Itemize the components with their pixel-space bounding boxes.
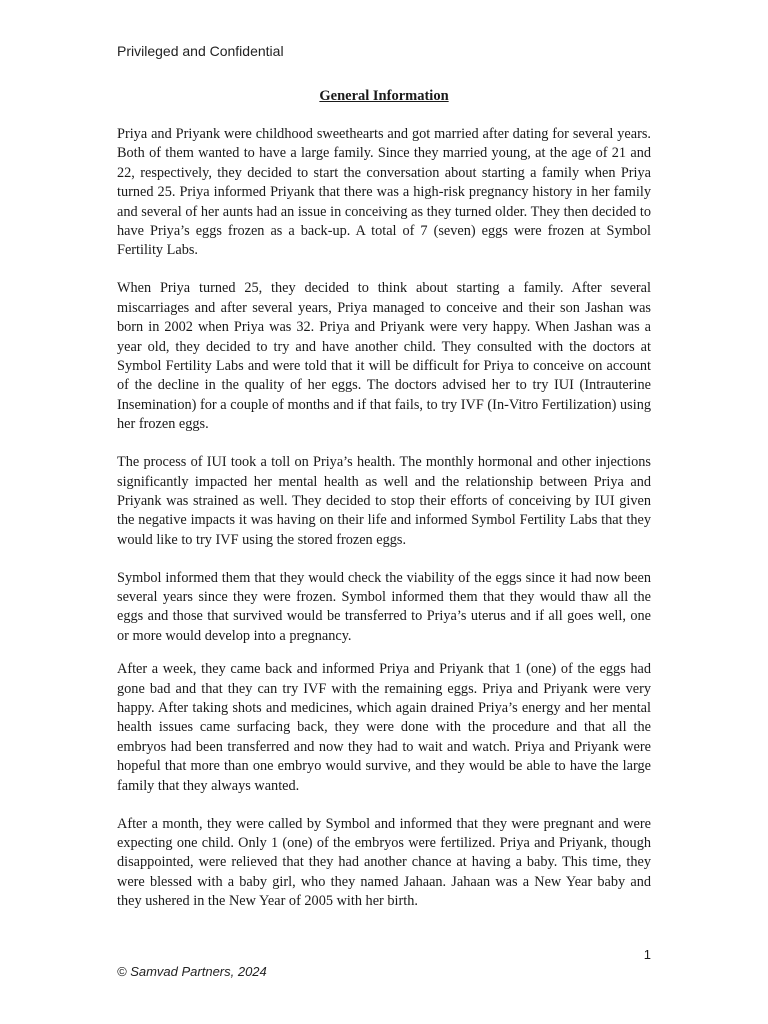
paragraph-5: After a week, they came back and informed Priya and Priyank that 1 (one) of the eggs had gone bad and that they can try IVF with the remaining eggs. Priya and Priyank were very happy. After taking shots and medicines, which again drained Priya’s energy and her mental health issues came surfacing back, they were done with the procedure and that all the embryos had been transferred and now they had to wait and watch. Priya and Priyank were hopeful that more than one embryo would survive, and they would be able to have the large family that they always wanted.	[117, 661, 651, 794]
section-title: General Information	[319, 88, 449, 104]
page-number: 1	[643, 947, 651, 962]
paragraph-3: The process of IUI took a toll on Priya’s health. The monthly hormonal and other injections significantly impacted her mental health as well and the relationship between Priya and Priyank was strained as well. They decided to stop their efforts of conceiving by IUI given the negative impacts it was having on their life and informed Symbol Fertility Labs that they would like to try IVF using the stored frozen eggs.	[117, 454, 651, 548]
paragraph-1: Priya and Priyank were childhood sweethearts and got married after dating for several years. Both of them wanted to have a large family. Since they married young, at the age of 21 and 22, respectively, they decided to start the conversation about starting a family when Priya turned 25. Priya informed Priyank that there was a high-risk pregnancy history in her family and several of her aunts had an issue in conceiving as they turned older. They then decided to have Priya’s eggs frozen as a back-up. A total of 7 (seven) eggs were frozen at Symbol Fertility Labs.	[117, 126, 651, 259]
paragraph-2: When Priya turned 25, they decided to think about starting a family. After several miscarriages and after several years, Priya managed to conceive and their son Jashan was born in 2002 when Priya was 32. Priya and Priyank were very happy. When Jashan was a year old, they decided to try and have another child. They consulted with the doctors at Symbol Fertility Labs and were told that it will be difficult for Priya to conceive on account of the decline in the quality of her eggs. The doctors advised her to try IUI (Intrauterine Insemination) for a couple of months and if that fails, to try IVF (In-Vitro Fertilization) using her frozen eggs.	[117, 280, 651, 433]
confidentiality-header: Privileged and Confidential	[117, 43, 284, 59]
copyright-footer: © Samvad Partners, 2024	[117, 964, 267, 979]
paragraph-4: Symbol informed them that they would check the viability of the eggs since it had now been several years since they were frozen. Symbol informed them that they would thaw all the eggs and those that survived would be transferred to Priya’s uterus and if all goes well, one or more would develop into a pregnancy.	[117, 569, 651, 644]
paragraph-6: After a month, they were called by Symbol and informed that they were pregnant and were expecting one child. Only 1 (one) of the embryos were fertilized. Priya and Priyank, though disappointed, were relieved that they had another chance at having a baby. This time, they were blessed with a baby girl, who they named Jahaan. Jahaan was a New Year baby and they ushered in the New Year of 2005 with her birth.	[117, 815, 651, 910]
document-body	[117, 125, 651, 930]
